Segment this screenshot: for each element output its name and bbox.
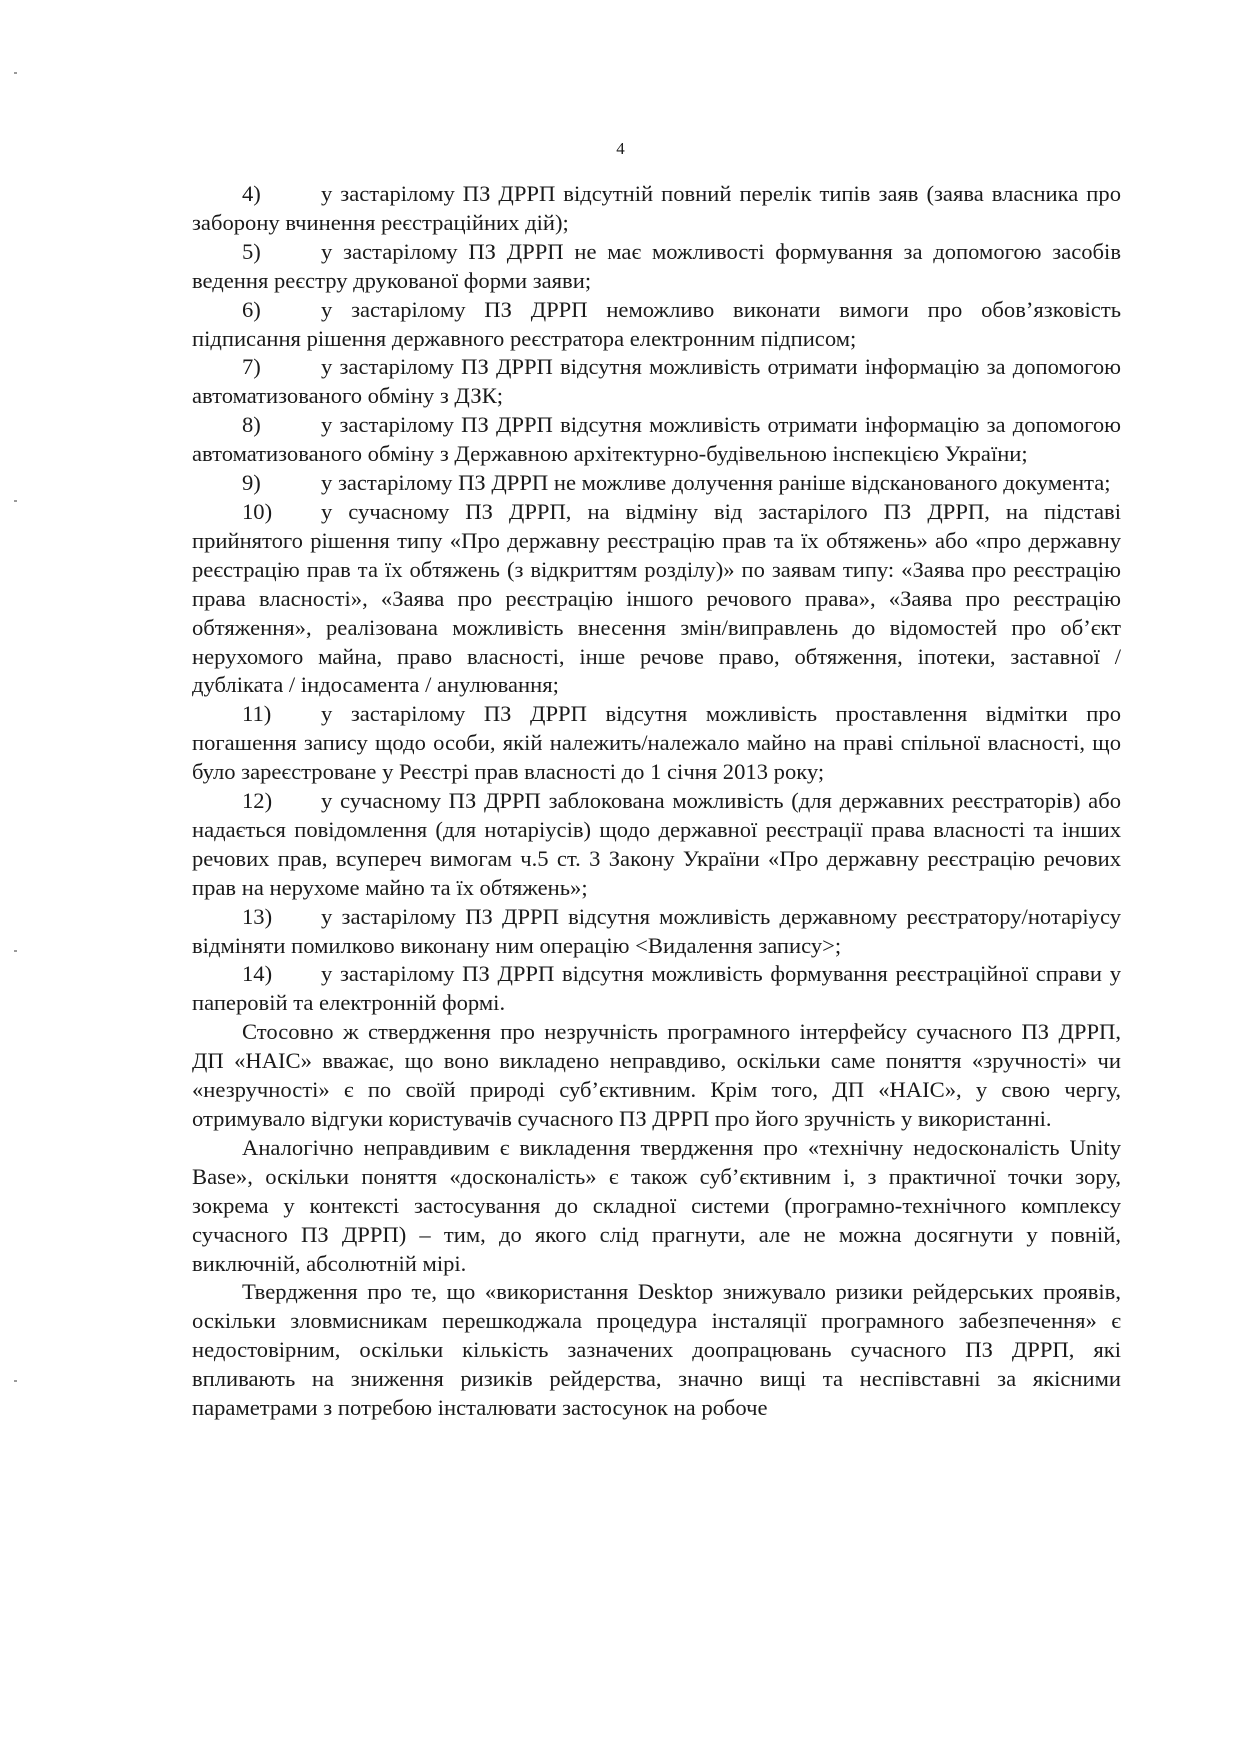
list-item-number: 4) [242, 181, 261, 206]
list-item-number: 5) [242, 238, 261, 264]
body-paragraph: Стосовно ж ствердження про незручність програмного інтерфейсу сучасного ПЗ ДРРП, ДП «НАІС» вважає, що воно викладено неправдиво, оскільки саме поняття «зручності» чи «незручності» є по своїй природі суб’єктивним. Крім того, ДП «НАІС», у свою чергу, отримувало відгуки користувачів сучасного ПЗ ДРРП про його зручність у використанні. [192, 1019, 1121, 1131]
list-item-text: у застарілому ПЗ ДРРП відсутня можливість проставлення відмітки про погашення запису щодо особи, якій належить/належало майно на праві спільної власності, що було зареєстроване у Реєстрі прав власності до 1 січня 2013 року; [192, 701, 1121, 785]
list-item [192, 960, 1121, 1018]
list-item-text: у сучасному ПЗ ДРРП, на відміну від застарілого ПЗ ДРРП, на підставі прийнятого рішення типу «Про державну реєстрацію прав та їх обтяжень» або «про державну реєстрацію прав та їх обтяжень (з відкриттям розділу)» по заявам типу: «Заява про реєстрацію права власності», «Заява про реєстрацію іншого речового права», «Заява про реєстрацію обтяження», реалізована можливість внесення змін/виправлень до відомостей про об’єкт нерухомого майна, право власності, інше речове право, обтяження, іпотеки, заставної / дубліката / індосамента / анулювання; [192, 498, 1121, 698]
list-item-text: у застарілому ПЗ ДРРП відсутня можливість отримати інформацію за допомогою автоматизованого обміну з Державною архітектурно-будівельною інспекцією України; [192, 412, 1121, 467]
list-item-text: у застарілому ПЗ ДРРП відсутній повний перелік типів заяв (заява власника про заборону вчинення реєстраційних дій); [192, 181, 1121, 235]
list-item [192, 787, 1121, 903]
list-item-text: у застарілому ПЗ ДРРП не має можливості формування за допомогою засобів ведення реєстру друкованої форми заяви; [192, 238, 1121, 293]
list-item [192, 296, 1121, 354]
list-item-text: у застарілому ПЗ ДРРП відсутня можливість формування реєстраційної справи у паперовій та електронній формі. [192, 961, 1121, 1016]
list-item-text: у застарілому ПЗ ДРРП відсутня можливість державному реєстратору/нотаріусу відміняти помилково виконану ним операцію <Видалення запису>; [192, 903, 1121, 958]
list-item [192, 700, 1121, 787]
list-item-number: 12) [242, 788, 273, 814]
list-item [192, 353, 1121, 411]
list-item [192, 180, 1121, 238]
body-paragraph: Твердження про те, що «використання Desktop знижувало ризики рейдерських проявів, оскільки зловмисникам перешкоджала процедура інсталяції програмного забезпечення» є недостовірним, оскільки кількість зазначених доопрацювань сучасного ПЗ ДРРП, які впливають на зниження ризиків рейдерства, значно вищі та неспівставні за якісними параметрами з потребою інсталювати застосунок на робоче [192, 1279, 1121, 1421]
scan-margin-mark [14, 72, 17, 74]
body-paragraph: Аналогічно неправдивим є викладення твердження про «технічну недосконалість Unity Base», оскільки поняття «досконалість» є також суб’єктивним і, з практичної точки зору, зокрема у контексті застосування до складної системи (програмно-технічного комплексу сучасного ПЗ ДРРП) – тим, до якого слід прагнути, але не можна досягнути у повній, виключній, абсолютній мірі. [192, 1134, 1121, 1276]
list-item-number: 9) [242, 470, 261, 496]
list-item-text: у застарілому ПЗ ДРРП не можливе долучення раніше відсканованого документа; [321, 470, 1111, 496]
list-item-number: 13) [242, 903, 273, 929]
list-item-number: 6) [242, 296, 261, 322]
list-item [192, 903, 1121, 961]
list-item-number: 14) [242, 961, 273, 987]
list-item [192, 238, 1121, 296]
scan-margin-mark [14, 950, 17, 952]
page-number: 4 [616, 139, 625, 158]
scan-margin-mark [14, 1380, 17, 1382]
list-item-text: у сучасному ПЗ ДРРП заблокована можливість (для державних реєстраторів) або надається повідомлення (для нотаріусів) щодо державної реєстрації права власності та інших речових прав, всупереч вимогам ч.5 ст. 3 Закону України «Про державну реєстрацію речових прав на нерухоме майно та їх обтяжень»; [192, 788, 1121, 900]
scan-margin-mark [14, 500, 17, 502]
list-item-text: у застарілому ПЗ ДРРП відсутня можливість отримати інформацію за допомогою автоматизованого обміну з ДЗК; [192, 354, 1121, 409]
list-item-text: у застарілому ПЗ ДРРП неможливо виконати вимоги про обов’язковість підписання рішення державного реєстратора електронним підписом; [192, 296, 1121, 351]
list-item [192, 498, 1121, 700]
list-item [192, 469, 1121, 498]
list-item-number: 10) [242, 498, 273, 524]
list-item-number: 8) [242, 412, 261, 438]
document-body [192, 180, 1121, 1423]
list-item-number: 7) [242, 354, 261, 380]
list-item [192, 411, 1121, 469]
list-item-number: 11) [242, 701, 272, 727]
